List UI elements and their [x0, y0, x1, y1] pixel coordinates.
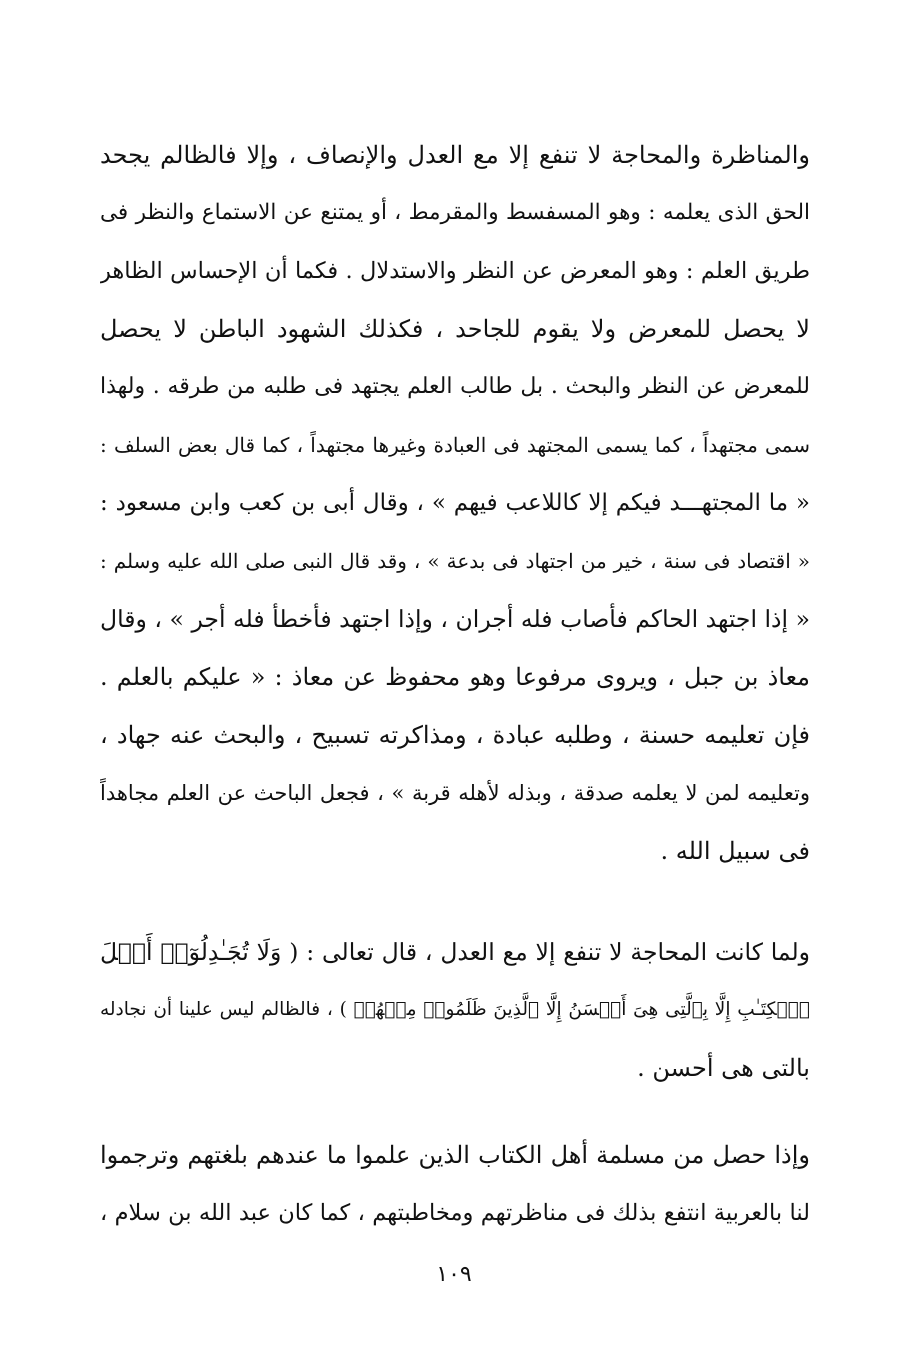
- text-line: « ما المجتهـــد فيكم إلا كاللاعب فيهم » ، وقال أبى بن كعب وابن مسعود :: [100, 490, 810, 516]
- paragraph-2: [100, 923, 810, 1097]
- text-line-quran: ٱلۡكِتَـٰبِ إِلَّا بِٱلَّتِى هِىَ أَحۡسَنُ إِلَّا ٱلَّذِينَ ظَلَمُوا۟ مِنۡهُمۡ ) ، فالظالم ليس علينا أن نجادله: [100, 999, 810, 1020]
- text-line: لنا بالعربية انتفع بذلك فى مناظرتهم ومخاطبتهم ، كما كان عبد الله بن سلام ،: [100, 1200, 810, 1226]
- text-line: والمناظرة والمحاجة لا تنفع إلا مع العدل والإنصاف ، وإلا فالظالم يجحد: [100, 141, 810, 169]
- text-line: « اقتصاد فى سنة ، خير من اجتهاد فى بدعة » ، وقد قال النبى صلى الله عليه وسلم :: [100, 549, 810, 573]
- page-number: ١٠٩: [436, 1262, 472, 1287]
- text-line: فى سبيل الله .: [660, 837, 810, 865]
- text-line: سمى مجتهداً ، كما يسمى المجتهد فى العبادة وغيرها مجتهداً ، كما قال بعض السلف :: [100, 433, 810, 457]
- text-line: فإن تعليمه حسنة ، وطلبه عبادة ، ومذاكرته تسبيح ، والبحث عنه جهاد ،: [100, 721, 810, 749]
- text-line: وتعليمه لمن لا يعلمه صدقة ، وبذله لأهله قربة » ، فجعل الباحث عن العلم مجاهداً: [100, 781, 810, 805]
- text-line: « إذا اجتهد الحاكم فأصاب فله أجران ، وإذا اجتهد فأخطأ فله أجر » ، وقال: [100, 605, 810, 633]
- text-line: معاذ بن جبل ، ويروى مرفوعا وهو محفوظ عن معاذ : « عليكم بالعلم .: [100, 663, 810, 691]
- text-line: لا يحصل للمعرض ولا يقوم للجاحد ، فكذلك الشهود الباطن لا يحصل: [100, 315, 810, 343]
- text-line: للمعرض عن النظر والبحث . بل طالب العلم يجتهد فى طلبه من طرقه . ولهذا: [100, 374, 810, 399]
- paragraph-3: [100, 1126, 810, 1242]
- text-line: بالتى هى أحسن .: [637, 1054, 810, 1082]
- text-line: الحق الذى يعلمه : وهو المسفسط والمقرمط ، أو يمتنع عن الاستماع والنظر فى: [100, 200, 810, 225]
- text-line: وإذا حصل من مسلمة أهل الكتاب الذين علموا ما عندهم بلغتهم وترجموا: [100, 1141, 810, 1169]
- text-line: طريق العلم : وهو المعرض عن النظر والاستدلال . فكما أن الإحساس الظاهر: [100, 258, 810, 284]
- paragraph-1: [100, 126, 810, 880]
- text-line-quran: ولما كانت المحاجة لا تنفع إلا مع العدل ، قال تعالى : ( وَلَا تُجَـٰدِلُوٓا۟ أَهۡلَ: [100, 938, 810, 966]
